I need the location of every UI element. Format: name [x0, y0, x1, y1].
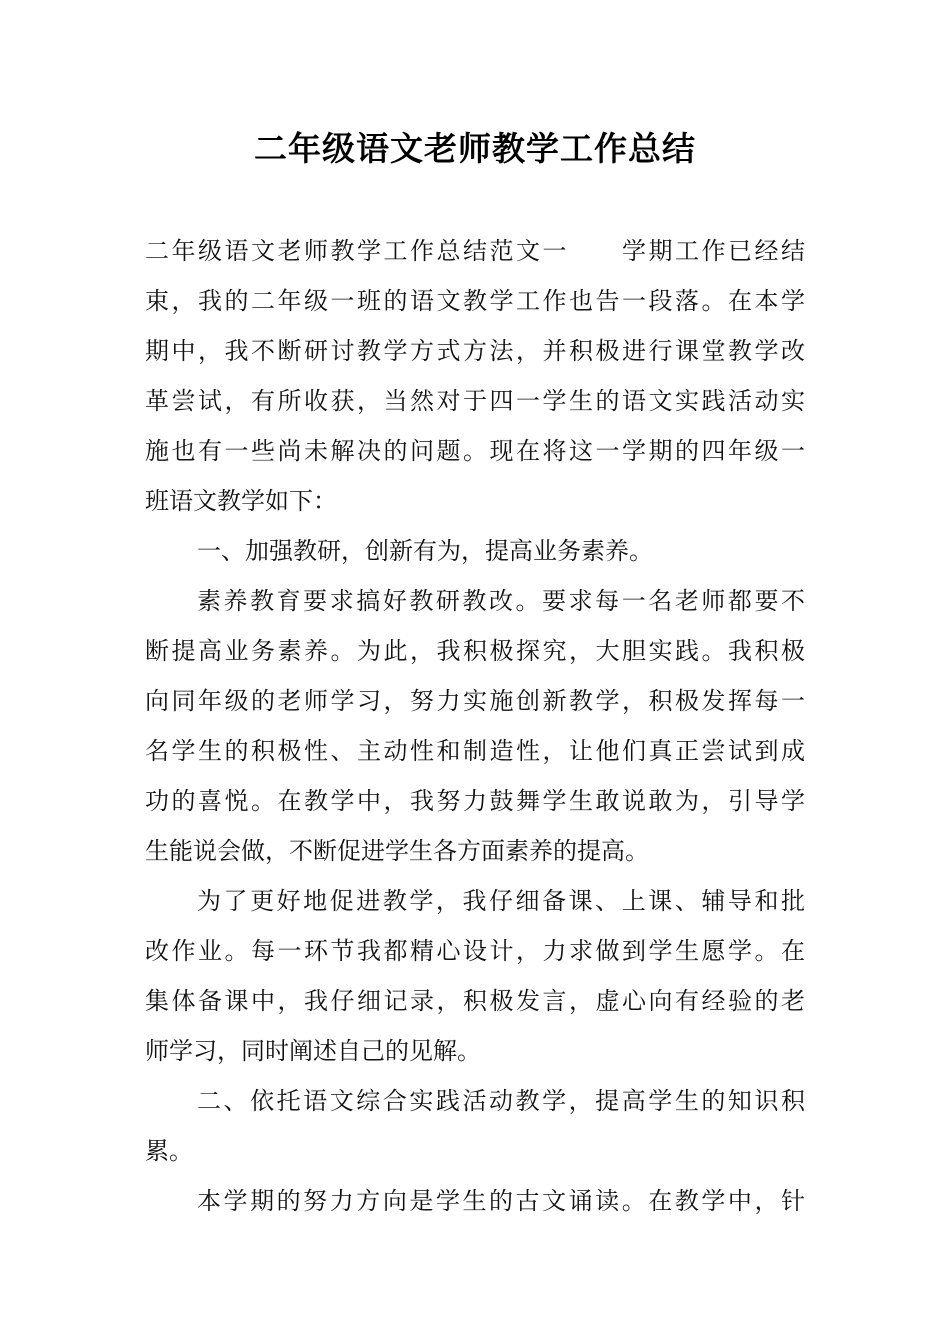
text-line: 本学期的努力方向是学生的古文诵读。在教学中，针 [197, 1187, 805, 1215]
text-line: 二、依托语文综合实践活动教学，提高学生的知识积 [197, 1087, 805, 1115]
text-line: 革尝试，有所收获，当然对于四一学生的语文实践活动实 [145, 387, 805, 415]
text-line: 断提高业务素养。为此，我积极探究，大胆实践。我积极 [145, 637, 805, 665]
text-line: 生能说会做，不断促进学生各方面素养的提高。 [145, 837, 649, 865]
text-line: 集体备课中，我仔细记录，积极发言，虚心向有经验的老 [145, 987, 805, 1015]
text-line: 束，我的二年级一班的语文教学工作也告一段落。在本学 [145, 287, 805, 315]
text-line: 期中，我不断研讨教学方式方法，并积极进行课堂教学改 [145, 337, 805, 365]
text-line: 班语文教学如下： [145, 487, 337, 515]
text-line: 一、加强教研，创新有为，提高业务素养。 [197, 537, 653, 565]
text-line: 素养教育要求搞好教研教改。要求每一名老师都要不 [197, 587, 805, 615]
text-line: 累。 [145, 1137, 193, 1165]
text-line: 改作业。每一环节我都精心设计，力求做到学生愿学。在 [145, 937, 805, 965]
text-line: 二年级语文老师教学工作总结范文一 学期工作已经结 [145, 237, 805, 265]
text-line: 为了更好地促进教学，我仔细备课、上课、辅导和批 [197, 887, 805, 915]
document-title: 二年级语文老师教学工作总结 [254, 129, 696, 168]
text-line: 师学习，同时阐述自己的见解。 [145, 1037, 481, 1065]
text-line: 名学生的积极性、主动性和制造性，让他们真正尝试到成 [145, 737, 805, 765]
text-line: 施也有一些尚未解决的问题。现在将这一学期的四年级一 [145, 437, 805, 465]
document-body [145, 226, 805, 1226]
text-line: 向同年级的老师学习，努力实施创新教学，积极发挥每一 [145, 687, 805, 715]
text-line: 功的喜悦。在教学中，我努力鼓舞学生敢说敢为，引导学 [145, 787, 805, 815]
